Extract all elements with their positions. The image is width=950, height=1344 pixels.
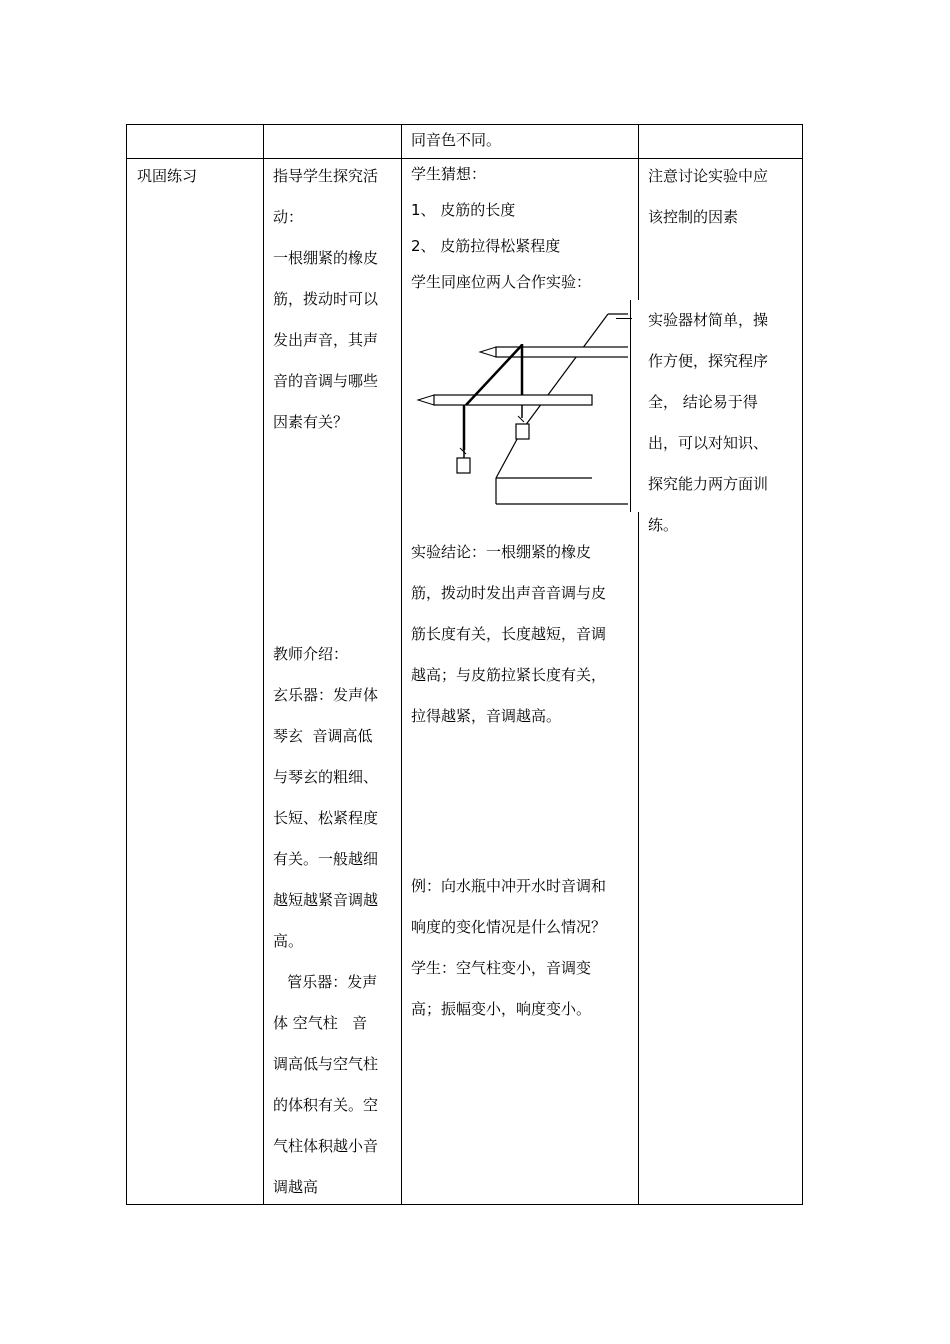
col-divider-1 xyxy=(263,124,264,1205)
example-text xyxy=(411,866,606,1030)
text-line: 与琴玄的粗细、 xyxy=(273,768,379,786)
text-line: 教师介绍： xyxy=(273,645,349,663)
col-divider-3 xyxy=(638,124,639,1205)
text-line: 响度的变化情况是什么情况？ xyxy=(411,918,607,936)
text-line: 全， 结论易于得 xyxy=(648,393,758,411)
text-line: 一根绷紧的橡皮 xyxy=(273,249,379,267)
text-line: 该控制的因素 xyxy=(648,208,739,226)
text-line: 例：向水瓶中冲开水时音调和 xyxy=(411,877,607,895)
text-line: 高。 xyxy=(273,932,304,950)
text-line: 越高；与皮筋拉紧长度有关， xyxy=(411,666,607,684)
text-line: 1、 皮筋的长度 xyxy=(411,201,516,219)
text-line: 因素有关？ xyxy=(273,413,349,431)
text-line: 2、 皮筋拉得松紧程度 xyxy=(411,237,561,255)
text-line: 注意讨论实验中应 xyxy=(648,167,769,185)
teacher-guide-text xyxy=(273,156,378,443)
text-line: 拉得越紧，音调越高。 xyxy=(411,707,562,725)
text-line: 筋，拨动时可以 xyxy=(273,290,379,308)
text-line: 学生同座位两人合作实验： xyxy=(411,273,592,291)
text-line: 动： xyxy=(273,208,304,226)
experiment-conclusion-text xyxy=(411,532,606,737)
text-line: 越短越紧音调越 xyxy=(273,891,379,909)
text-line: 琴玄 音调高低 xyxy=(273,727,373,745)
text-line: 指导学生探究活 xyxy=(273,167,379,185)
text-line: 高；振幅变小，响度变小。 xyxy=(411,1000,592,1018)
text-line: 调越高 xyxy=(273,1178,319,1196)
text-line: 长短、松紧程度 xyxy=(273,809,379,827)
section-label: 巩固练习 xyxy=(137,167,198,185)
text-line: 体 空气柱 音 xyxy=(273,1014,368,1032)
text-line: 发出声音，其声 xyxy=(273,331,379,349)
text-line: 学生：空气柱变小，音调变 xyxy=(411,959,592,977)
table-right-border xyxy=(802,124,803,1205)
note-text xyxy=(648,156,768,238)
text-line: 作方便，探究程序 xyxy=(648,352,769,370)
text-line: 实验器材简单，操 xyxy=(648,311,769,329)
design-comment-text xyxy=(648,300,768,546)
text-line: 管乐器：发声 xyxy=(273,973,378,991)
text-line: 筋，拨动时发出声音音调与皮 xyxy=(411,584,607,602)
row1-col3-text: 同音色不同。 xyxy=(411,131,502,149)
teacher-intro-text xyxy=(273,634,378,1208)
text-line: 的体积有关。空 xyxy=(273,1096,379,1114)
text-line: 气柱体积越小音 xyxy=(273,1137,379,1155)
text-line: 筋长度有关，长度越短，音调 xyxy=(411,625,607,643)
text-line: 音的音调与哪些 xyxy=(273,372,379,390)
col-divider-2 xyxy=(401,124,402,1205)
callout-edge xyxy=(630,300,631,512)
table-left-border xyxy=(126,124,127,1205)
rubber-band-experiment-diagram xyxy=(402,300,637,510)
text-line: 探究能力两方面训 xyxy=(648,475,769,493)
text-line: 实验结论：一根绷紧的橡皮 xyxy=(411,543,592,561)
text-line: 调高低与空气柱 xyxy=(273,1055,379,1073)
text-line: 有关。一般越细 xyxy=(273,850,379,868)
table-bottom-border xyxy=(126,1204,803,1205)
text-line: 出，可以对知识、 xyxy=(648,434,769,452)
text-line: 玄乐器：发声体 xyxy=(273,686,379,704)
student-guess-text xyxy=(411,156,591,300)
text-line: 学生猜想： xyxy=(411,165,487,183)
text-line: 练。 xyxy=(648,516,679,534)
